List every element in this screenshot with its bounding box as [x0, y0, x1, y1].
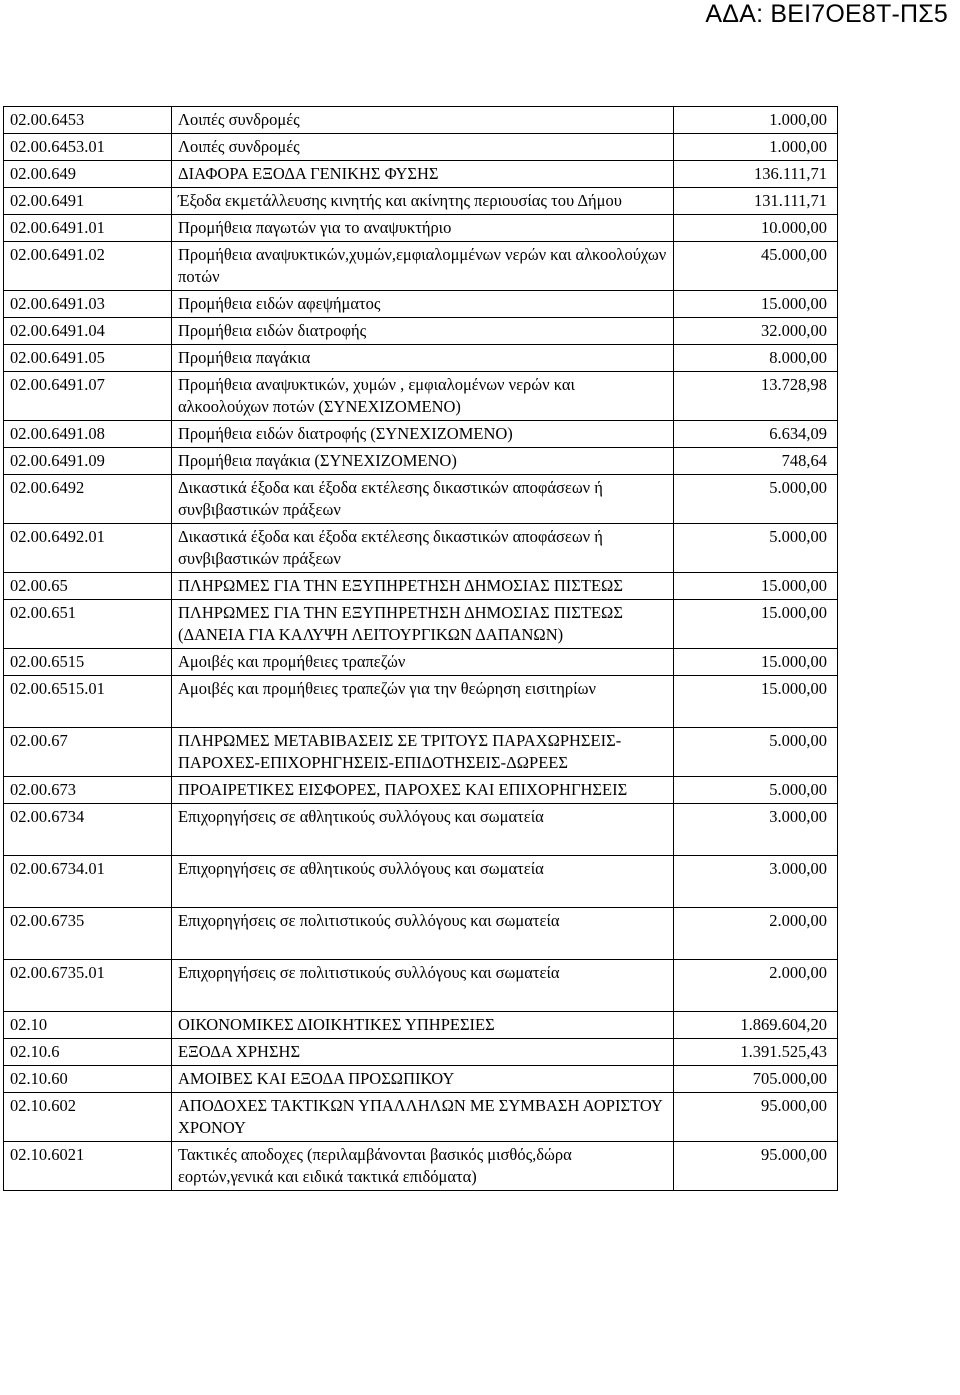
amount-cell: 1.000,00	[674, 107, 838, 134]
amount-cell: 5.000,00	[674, 475, 838, 524]
amount-cell: 3.000,00	[674, 804, 838, 856]
account-code-cell: 02.10	[4, 1012, 172, 1039]
amount-cell: 15.000,00	[674, 649, 838, 676]
account-code-cell: 02.00.6515.01	[4, 676, 172, 728]
account-code-cell: 02.00.6492	[4, 475, 172, 524]
amount-cell: 45.000,00	[674, 242, 838, 291]
account-description-cell: Προμήθεια ειδών διατροφής (ΣΥΝΕΧΙΖΟΜΕΝΟ)	[172, 421, 674, 448]
table-row	[4, 600, 838, 649]
account-code-cell: 02.10.60	[4, 1066, 172, 1093]
table-row	[4, 573, 838, 600]
table-row	[4, 856, 838, 908]
budget-table-body	[4, 107, 838, 1191]
table-row	[4, 291, 838, 318]
amount-cell: 5.000,00	[674, 524, 838, 573]
account-description-cell: Έξοδα εκμετάλλευσης κινητής και ακίνητης περιουσίας του Δήμου	[172, 188, 674, 215]
account-description-cell: Προμήθεια παγάκια (ΣΥΝΕΧΙΖΟΜΕΝΟ)	[172, 448, 674, 475]
account-description-cell: Επιχορηγήσεις σε αθλητικούς συλλόγους και σωματεία	[172, 856, 674, 908]
amount-cell: 1.391.525,43	[674, 1039, 838, 1066]
table-row	[4, 421, 838, 448]
table-row	[4, 960, 838, 1012]
account-code-cell: 02.00.6735	[4, 908, 172, 960]
amount-cell: 2.000,00	[674, 908, 838, 960]
account-description-cell: ΑΠΟΔΟΧΕΣ ΤΑΚΤΙΚΩΝ ΥΠΑΛΛΗΛΩΝ ΜΕ ΣΥΜΒΑΣΗ ΑΟΡΙΣΤΟΥ ΧΡΟΝΟΥ	[172, 1093, 674, 1142]
table-row	[4, 1012, 838, 1039]
amount-cell: 15.000,00	[674, 600, 838, 649]
amount-cell: 705.000,00	[674, 1066, 838, 1093]
amount-cell: 8.000,00	[674, 345, 838, 372]
amount-cell: 1.869.604,20	[674, 1012, 838, 1039]
account-description-cell: Προμήθεια παγάκια	[172, 345, 674, 372]
account-code-cell: 02.00.6491	[4, 188, 172, 215]
table-row	[4, 1142, 838, 1191]
table-row	[4, 676, 838, 728]
table-row	[4, 908, 838, 960]
account-description-cell: Αμοιβές και προμήθειες τραπεζών	[172, 649, 674, 676]
amount-cell: 13.728,98	[674, 372, 838, 421]
account-code-cell: 02.00.6491.03	[4, 291, 172, 318]
amount-cell: 15.000,00	[674, 676, 838, 728]
table-row	[4, 215, 838, 242]
amount-cell: 32.000,00	[674, 318, 838, 345]
table-row	[4, 1039, 838, 1066]
account-description-cell: Λοιπές συνδρομές	[172, 107, 674, 134]
table-row	[4, 524, 838, 573]
amount-cell: 6.634,09	[674, 421, 838, 448]
account-code-cell: 02.00.6491.09	[4, 448, 172, 475]
account-code-cell: 02.00.6491.07	[4, 372, 172, 421]
table-row	[4, 475, 838, 524]
account-description-cell: ΠΛΗΡΩΜΕΣ ΜΕΤΑΒΙΒΑΣΕΙΣ ΣΕ ΤΡΙΤΟΥΣ ΠΑΡΑΧΩΡΗΣΕΙΣ-ΠΑΡΟΧΕΣ-ΕΠΙΧΟΡΗΓΗΣΕΙΣ-ΕΠΙΔΟΤΗΣΕΙΣ-ΔΩΡΕΕΣ	[172, 728, 674, 777]
account-description-cell: Προμήθεια αναψυκτικών, χυμών , εμφιαλομένων νερών και αλκοολούχων ποτών (ΣΥΝΕΧΙΖΟΜΕΝΟ)	[172, 372, 674, 421]
account-code-cell: 02.00.6491.04	[4, 318, 172, 345]
account-description-cell: ΑΜΟΙΒΕΣ ΚΑΙ ΕΞΟΔΑ ΠΡΟΣΩΠΙΚΟΥ	[172, 1066, 674, 1093]
table-row	[4, 777, 838, 804]
table-row	[4, 134, 838, 161]
account-description-cell: Προμήθεια ειδών αφεψήματος	[172, 291, 674, 318]
table-row	[4, 161, 838, 188]
account-description-cell: ΠΛΗΡΩΜΕΣ ΓΙΑ ΤΗΝ ΕΞΥΠΗΡΕΤΗΣΗ ΔΗΜΟΣΙΑΣ ΠΙΣΤΕΩΣ (ΔΑΝΕΙΑ ΓΙΑ ΚΑΛΥΨΗ ΛΕΙΤΟΥΡΓΙΚΩΝ ΔΑΠΑΝΩΝ)	[172, 600, 674, 649]
amount-cell: 95.000,00	[674, 1142, 838, 1191]
account-code-cell: 02.00.65	[4, 573, 172, 600]
table-row	[4, 318, 838, 345]
account-description-cell: Δικαστικά έξοδα και έξοδα εκτέλεσης δικαστικών αποφάσεων ή συνβιβαστικών πράξεων	[172, 475, 674, 524]
table-row	[4, 649, 838, 676]
account-description-cell: Προμήθεια ειδών διατροφής	[172, 318, 674, 345]
table-row	[4, 188, 838, 215]
account-description-cell: Επιχορηγήσεις σε πολιτιστικούς συλλόγους και σωματεία	[172, 908, 674, 960]
table-row	[4, 345, 838, 372]
table-row	[4, 107, 838, 134]
budget-table	[3, 106, 838, 1191]
amount-cell: 3.000,00	[674, 856, 838, 908]
account-code-cell: 02.10.6021	[4, 1142, 172, 1191]
table-row	[4, 1066, 838, 1093]
account-code-cell: 02.00.6491.08	[4, 421, 172, 448]
account-code-cell: 02.00.6453	[4, 107, 172, 134]
amount-cell: 15.000,00	[674, 291, 838, 318]
amount-cell: 15.000,00	[674, 573, 838, 600]
amount-cell: 5.000,00	[674, 777, 838, 804]
table-row	[4, 448, 838, 475]
account-description-cell: ΟΙΚΟΝΟΜΙΚΕΣ ΔΙΟΙΚΗΤΙΚΕΣ ΥΠΗΡΕΣΙΕΣ	[172, 1012, 674, 1039]
account-code-cell: 02.00.6453.01	[4, 134, 172, 161]
table-row	[4, 804, 838, 856]
table-row	[4, 728, 838, 777]
account-code-cell: 02.00.649	[4, 161, 172, 188]
account-description-cell: Επιχορηγήσεις σε πολιτιστικούς συλλόγους και σωματεία	[172, 960, 674, 1012]
account-description-cell: ΠΡΟΑΙΡΕΤΙΚΕΣ ΕΙΣΦΟΡΕΣ, ΠΑΡΟΧΕΣ ΚΑΙ ΕΠΙΧΟΡΗΓΗΣΕΙΣ	[172, 777, 674, 804]
account-code-cell: 02.00.6491.02	[4, 242, 172, 291]
account-description-cell: Επιχορηγήσεις σε αθλητικούς συλλόγους και σωματεία	[172, 804, 674, 856]
account-description-cell: ΔΙΑΦΟΡΑ ΕΞΟΔΑ ΓΕΝΙΚΗΣ ΦΥΣΗΣ	[172, 161, 674, 188]
amount-cell: 131.111,71	[674, 188, 838, 215]
account-code-cell: 02.00.6734.01	[4, 856, 172, 908]
account-description-cell: Προμήθεια αναψυκτικών,χυμών,εμφιαλομμένων νερών και αλκοολούχων ποτών	[172, 242, 674, 291]
account-code-cell: 02.00.6491.05	[4, 345, 172, 372]
account-code-cell: 02.00.6734	[4, 804, 172, 856]
amount-cell: 5.000,00	[674, 728, 838, 777]
account-code-cell: 02.00.67	[4, 728, 172, 777]
account-code-cell: 02.00.6515	[4, 649, 172, 676]
account-description-cell: Προμήθεια παγωτών για το αναψυκτήριο	[172, 215, 674, 242]
account-description-cell: ΕΞΟΔΑ ΧΡΗΣΗΣ	[172, 1039, 674, 1066]
account-code-cell: 02.00.651	[4, 600, 172, 649]
table-row	[4, 242, 838, 291]
amount-cell: 10.000,00	[674, 215, 838, 242]
account-code-cell: 02.10.6	[4, 1039, 172, 1066]
account-code-cell: 02.00.6491.01	[4, 215, 172, 242]
account-description-cell: Δικαστικά έξοδα και έξοδα εκτέλεσης δικαστικών αποφάσεων ή συνβιβαστικών πράξεων	[172, 524, 674, 573]
amount-cell: 748,64	[674, 448, 838, 475]
table-row	[4, 1093, 838, 1142]
account-code-cell: 02.10.602	[4, 1093, 172, 1142]
account-description-cell: Αμοιβές και προμήθειες τραπεζών για την θεώρηση εισιτηρίων	[172, 676, 674, 728]
table-row	[4, 372, 838, 421]
amount-cell: 136.111,71	[674, 161, 838, 188]
account-code-cell: 02.00.673	[4, 777, 172, 804]
ada-code-header: ΑΔΑ: ΒΕΙ7ΟΕ8Τ-ΠΣ5	[705, 0, 948, 28]
amount-cell: 95.000,00	[674, 1093, 838, 1142]
account-code-cell: 02.00.6492.01	[4, 524, 172, 573]
account-description-cell: Τακτικές αποδοχες (περιλαμβάνονται βασικός μισθός,δώρα εορτών,γενικά και ειδικά τακτικά επιδόματα)	[172, 1142, 674, 1191]
amount-cell: 1.000,00	[674, 134, 838, 161]
account-code-cell: 02.00.6735.01	[4, 960, 172, 1012]
account-description-cell: Λοιπές συνδρομές	[172, 134, 674, 161]
amount-cell: 2.000,00	[674, 960, 838, 1012]
account-description-cell: ΠΛΗΡΩΜΕΣ ΓΙΑ ΤΗΝ ΕΞΥΠΗΡΕΤΗΣΗ ΔΗΜΟΣΙΑΣ ΠΙΣΤΕΩΣ	[172, 573, 674, 600]
